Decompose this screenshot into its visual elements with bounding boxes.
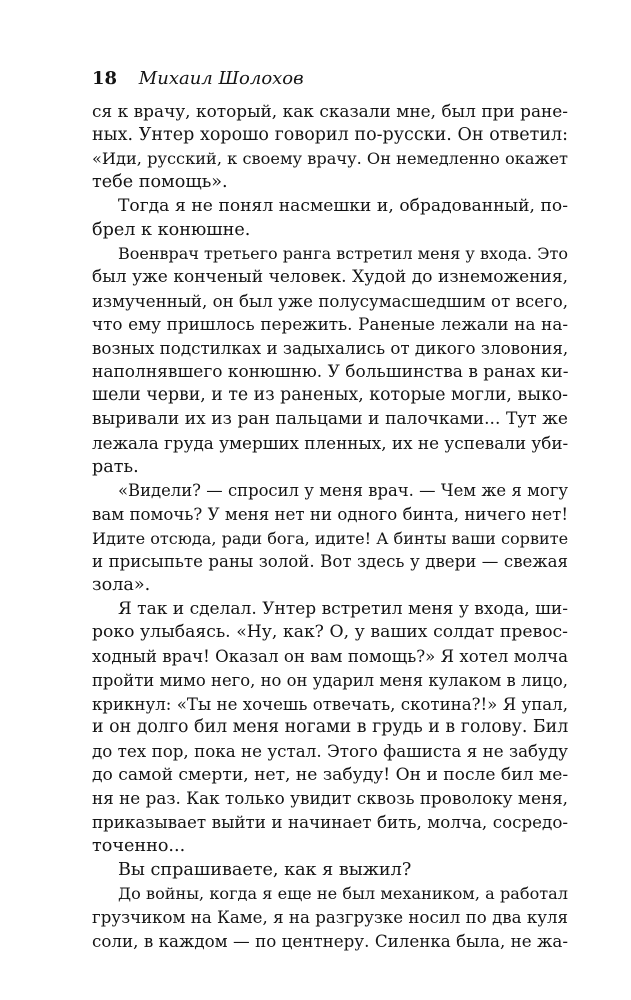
text-line: возных подстилках и задыхались от дикого зловония,	[92, 338, 569, 359]
text-line: точенно...	[92, 835, 186, 856]
text-line: грузчиком на Каме, я на разгрузке носил по два куля	[92, 907, 568, 927]
text-line: соли, в каждом — по центнеру. Силенка была, не жа-	[92, 930, 568, 951]
body-text	[92, 100, 568, 953]
text-line: «Видели? — спросил у меня врач. — Чем же я могу	[118, 481, 568, 501]
text-line: что ему пришлось пережить. Раненые лежали на на-	[92, 314, 568, 335]
page-number: 18	[92, 68, 118, 89]
text-line: и он долго бил меня ногами в грудь и в голову. Бил	[92, 717, 569, 738]
text-line: вам помочь? У меня нет ни одного бинта, ничего нет!	[92, 504, 568, 524]
text-line: ходный врач! Оказал он вам помощь?» Я хотел молча	[92, 647, 568, 667]
text-line: «Иди, русский, к своему врачу. Он немедленно окажет	[92, 149, 568, 169]
text-line: рать.	[92, 456, 139, 477]
text-line: До войны, когда я еще не был механиком, а работал	[118, 884, 568, 904]
text-line: до тех пор, пока не устал. Этого фашиста я не забуду	[92, 740, 568, 761]
text-line: ных. Унтер хорошо говорил по-русски. Он ответил:	[92, 124, 568, 145]
text-line: Вы спрашиваете, как я выжил?	[118, 859, 412, 880]
text-line: тебе помощь».	[92, 172, 228, 193]
text-line: наполнявшего конюшню. У большинства в ранах ки-	[92, 361, 569, 382]
text-line: брел к конюшне.	[92, 219, 251, 240]
text-line: лежала груда умерших пленных, их не успевали уби-	[92, 432, 569, 453]
text-line: ня не раз. Как только увидит сквозь проволоку меня,	[92, 788, 568, 809]
text-line: был уже конченый человек. Худой до изнеможения,	[92, 266, 568, 287]
text-line: выривали их из ран пальцами и палочками... Тут же	[92, 409, 568, 430]
text-line: Идите отсюда, ради бога, идите! А бинты ваши сорвите	[92, 528, 569, 548]
text-line: зола».	[92, 575, 151, 596]
text-line: и присыпьте раны золой. Вот здесь у двери — свежая	[92, 552, 568, 572]
running-head	[92, 66, 304, 92]
text-line: пройти мимо него, но он ударил меня кулаком в лицо,	[92, 670, 568, 690]
text-line: Военврач третьего ранга встретил меня у входа. Это	[118, 244, 568, 264]
text-line: ся к врачу, который, как сказали мне, был при ране-	[92, 101, 568, 121]
text-line: крикнул: «Ты не хочешь отвечать, скотина?!» Я упал,	[92, 694, 568, 714]
text-line: до самой смерти, нет, не забуду! Он и после бил ме-	[92, 764, 569, 785]
text-line: измученный, он был уже полусумасшедшим от всего,	[92, 291, 568, 311]
text-line: шели черви, и те из раненых, которые могли, выко-	[92, 385, 568, 406]
text-line: роко улыбаясь. «Ну, как? О, у ваших солдат превос-	[92, 622, 568, 643]
text-line: Я так и сделал. Унтер встретил меня у входа, ши-	[118, 598, 568, 619]
text-line: приказывает выйти и начинает бить, молча, сосредо-	[92, 812, 568, 833]
text-line: Тогда я не понял насмешки и, обрадованный, по-	[118, 195, 568, 216]
running-head-author: Михаил Шолохов	[138, 68, 304, 89]
